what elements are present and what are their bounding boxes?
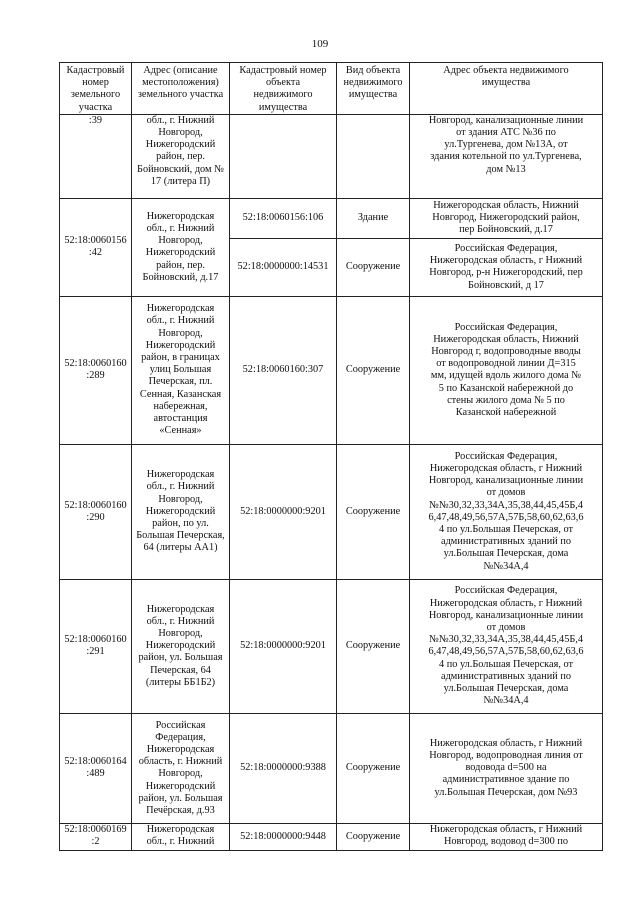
header-object-type: Вид объекта недвижимого имущества — [337, 63, 410, 115]
object-address-cell: Российская Федерация, Нижегородская область, г Нижний Новгород, канализационные линии от домов №№30,32,33,34А,35,38,44,45,45Б,4 6,47,48,49,56,57А,57Б,58,60,62,63,6 4 по ул.Большая Печерская, от административных зданий по ул.Большая Печерская, дома №№34А,4 — [410, 444, 603, 579]
table-row — [60, 579, 603, 713]
parcel-number-cell: 52:18:0060160 :289 — [60, 296, 132, 444]
cadastral-table — [59, 62, 603, 851]
table-row — [60, 114, 603, 198]
table-row — [60, 444, 603, 579]
parcel-address-cell: Нижегородская обл., г. Нижний Новгород, Нижегородский район, в границах улиц Большая Печерская, пл. Сенная, Казанская набережная, автостанция «Сенная» — [132, 296, 230, 444]
table-header-row — [60, 63, 603, 115]
parcel-address-cell: Российская Федерация, Нижегородская область, г. Нижний Новгород, Нижегородский район, ул. Большая Печёрская, д.93 — [132, 713, 230, 823]
object-cadastral-cell: 52:18:0000000:9388 — [230, 713, 337, 823]
object-address-cell: Российская Федерация, Нижегородская область, Нижний Новгород г, водопроводные вводы от водопроводной линии Д=315 мм, идущей вдоль жилого дома № 5 по Казанской набережной до стены жилого дома № 5 по Казанской набережной — [410, 296, 603, 444]
object-type-cell: Сооружение — [337, 823, 410, 850]
object-cadastral-cell — [230, 114, 337, 198]
parcel-number-cell: 52:18:0060169 :2 — [60, 823, 132, 850]
page-number: 109 — [311, 38, 329, 50]
parcel-address-cell: Нижегородская обл., г. Нижний Новгород, Нижегородский район, ул. Большая Печерская, 64 (литеры ББ1Б2) — [132, 579, 230, 713]
table-row — [60, 823, 603, 850]
header-object-address: Адрес объекта недвижимого имущества — [410, 63, 603, 115]
object-cadastral-cell: 52:18:0060156:106 — [230, 198, 337, 238]
object-address-cell: Российская Федерация, Нижегородская область, г Нижний Новгород, р-н Нижегородский, пер Бойновский, д 17 — [410, 238, 603, 296]
object-cadastral-cell: 52:18:0000000:14531 — [230, 238, 337, 296]
table-row — [60, 713, 603, 823]
header-object-cadastral: Кадастровый номер объекта недвижимого имущества — [230, 63, 337, 115]
object-type-cell: Сооружение — [337, 579, 410, 713]
object-cadastral-cell: 52:18:0060160:307 — [230, 296, 337, 444]
object-type-cell: Сооружение — [337, 238, 410, 296]
table-row — [60, 198, 603, 238]
object-address-cell: Нижегородская область, г Нижний Новгород, водовод d=300 по — [410, 823, 603, 850]
parcel-address-cell: Нижегородская обл., г. Нижний Новгород, Нижегородский район, пер. Бойновский, д.17 — [132, 198, 230, 296]
table-row — [60, 296, 603, 444]
parcel-number-cell: 52:18:0060160 :291 — [60, 579, 132, 713]
header-parcel-number: Кадастровый номер земельного участка — [60, 63, 132, 115]
header-parcel-address: Адрес (описание местоположения) земельного участка — [132, 63, 230, 115]
parcel-number-cell: :39 — [60, 114, 132, 198]
parcel-address-cell: Нижегородская обл., г. Нижний Новгород, Нижегородский район, по ул. Большая Печерская, 64 (литеры АА1) — [132, 444, 230, 579]
parcel-number-cell: 52:18:0060156 :42 — [60, 198, 132, 296]
object-address-cell: Новгород, канализационные линии от здания АТС №36 по ул.Тургенева, дом №13А, от здания котельной по ул.Тургенева, дом №13 — [410, 114, 603, 198]
object-type-cell: Здание — [337, 198, 410, 238]
object-address-cell: Нижегородская область, г Нижний Новгород, водопроводная линия от водовода d=500 на административное здание по ул.Большая Печерская, дом №93 — [410, 713, 603, 823]
parcel-number-cell: 52:18:0060164 :489 — [60, 713, 132, 823]
object-cadastral-cell: 52:18:0000000:9201 — [230, 444, 337, 579]
object-type-cell — [337, 114, 410, 198]
parcel-address-cell: Нижегородская обл., г. Нижний — [132, 823, 230, 850]
object-address-cell: Нижегородская область, Нижний Новгород, Нижегородский район, пер Бойновский, д.17 — [410, 198, 603, 238]
parcel-number-cell: 52:18:0060160 :290 — [60, 444, 132, 579]
object-address-cell: Российская Федерация, Нижегородская область, г Нижний Новгород, канализационные линии от домов №№30,32,33,34А,35,38,44,45,45Б,4 6,47,48,49,56,57А,57Б,58,60,62,63,6 4 по ул.Большая Печерская, от административных зданий по ул.Большая Печерская, дома №№34А,4 — [410, 579, 603, 713]
object-type-cell: Сооружение — [337, 713, 410, 823]
object-cadastral-cell: 52:18:0000000:9448 — [230, 823, 337, 850]
object-type-cell: Сооружение — [337, 296, 410, 444]
object-cadastral-cell: 52:18:0000000:9201 — [230, 579, 337, 713]
object-type-cell: Сооружение — [337, 444, 410, 579]
parcel-address-cell: обл., г. Нижний Новгород, Нижегородский район, пер. Бойновский, дом № 17 (литера П) — [132, 114, 230, 198]
